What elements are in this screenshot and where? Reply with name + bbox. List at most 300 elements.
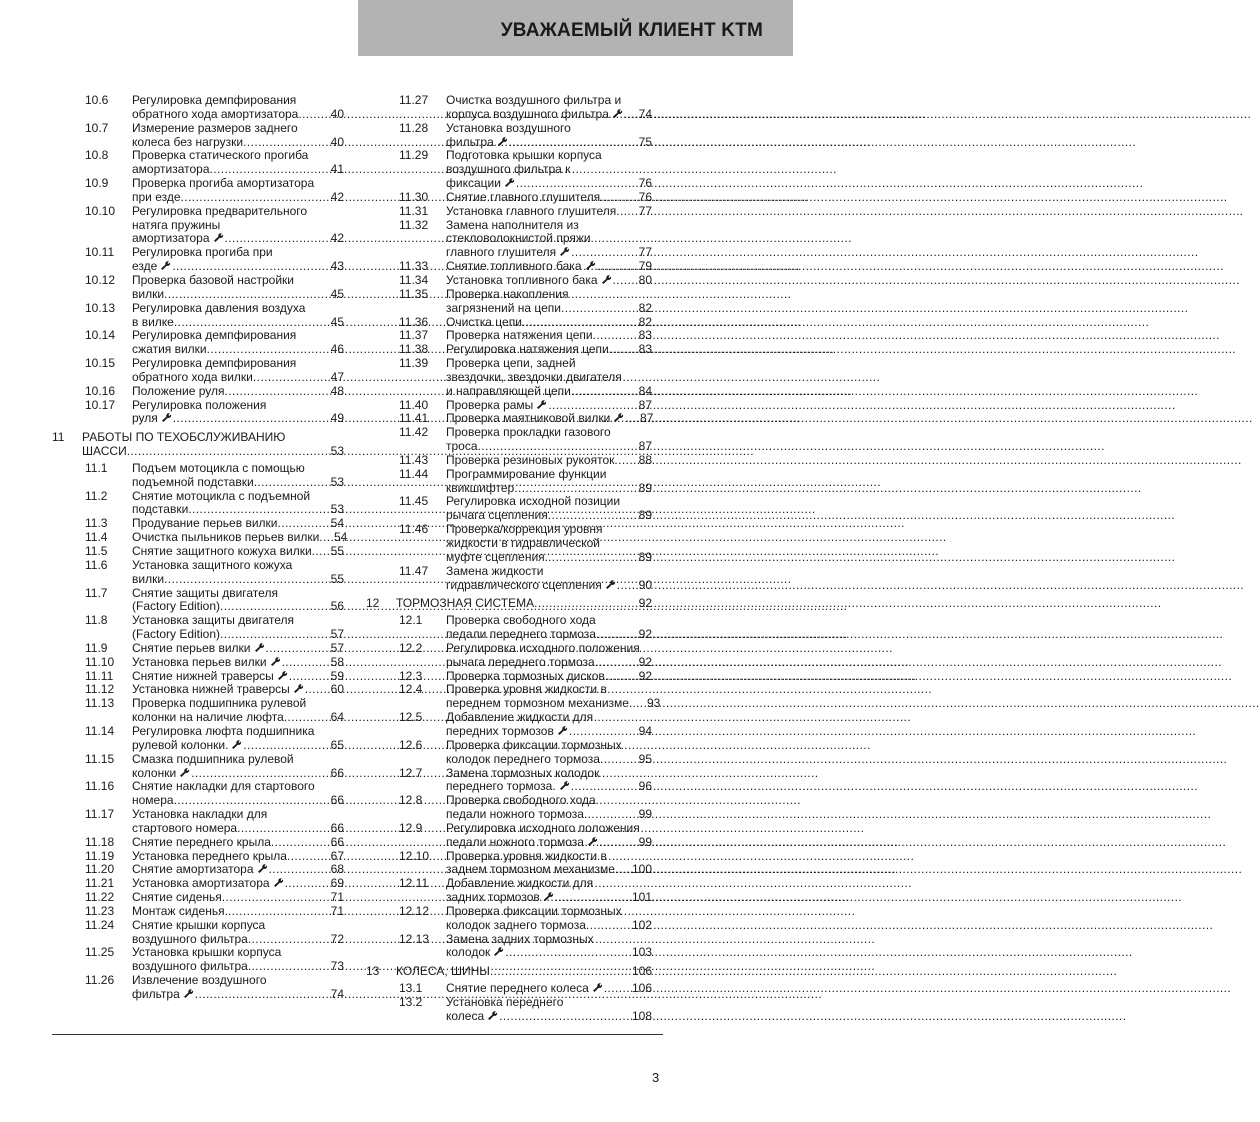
dot-leader [191, 767, 320, 781]
wrench-icon [609, 108, 624, 118]
toc-entry-title-line: задних тормозов [446, 890, 540, 905]
toc-page-number: 83 [638, 342, 652, 357]
dot-leader [172, 260, 320, 274]
toc-entry-number: 11.16 [85, 779, 115, 794]
toc-entry[interactable] [52, 974, 344, 1002]
toc-entry[interactable] [52, 905, 344, 919]
toc-entry[interactable] [366, 905, 652, 933]
toc-entry-title-line: Проверка базовой настройки [132, 272, 295, 287]
toc-entry-title-line: Регулировка прогиба при [132, 245, 273, 260]
wrench-icon [501, 177, 516, 187]
toc-entry-number: 11.6 [85, 557, 108, 572]
toc-entry-title-line: амортизатора [132, 162, 210, 177]
toc-page-number: 76 [638, 176, 652, 191]
wrench-icon [228, 739, 243, 749]
toc-entry[interactable] [52, 683, 344, 697]
toc-entry-number: 11.42 [399, 425, 429, 440]
toc-entry-number: 13 [366, 964, 380, 979]
toc-entry-title-line: амортизатора [132, 231, 210, 246]
wrench-icon [589, 982, 604, 992]
toc-page-number: 103 [631, 945, 652, 960]
dot-leader [305, 683, 320, 697]
toc-entry[interactable] [366, 767, 652, 795]
toc-page-number: 68 [330, 862, 344, 877]
toc-entry[interactable] [366, 399, 652, 413]
toc-entry[interactable] [52, 725, 344, 753]
toc-page-number: 42 [330, 189, 344, 204]
toc-entry[interactable] [366, 794, 652, 822]
page-number: 3 [652, 1070, 660, 1085]
wrench-icon [180, 988, 195, 998]
toc-entry[interactable] [366, 122, 652, 150]
toc-entry-number: 11.10 [85, 654, 115, 669]
toc-entry-number: 11.8 [85, 613, 108, 628]
toc-entry-number: 11.41 [399, 411, 429, 426]
toc-entry-title-line: Положение руля [132, 383, 225, 398]
toc-entry-title-line: Снятие защитного кожуха вилки [132, 544, 312, 558]
toc-entry-title-line: Проверка натяжения цепи [446, 328, 593, 343]
toc-entry-title-line: Снятие перьев вилки [132, 640, 251, 655]
toc-entry[interactable] [366, 94, 652, 122]
toc-entry-title-line: Регулировка демпфирования [132, 93, 297, 107]
toc-entry[interactable] [52, 919, 344, 947]
dot-leader [555, 891, 628, 905]
toc-page-number: 96 [638, 779, 652, 794]
toc-entry[interactable] [366, 850, 652, 878]
dot-leader [164, 573, 320, 587]
toc-entry-title-line: вилки [132, 571, 165, 586]
toc-entry[interactable] [52, 399, 344, 427]
dot-leader [271, 836, 320, 850]
toc-entry[interactable] [366, 468, 652, 496]
toc-entry[interactable] [52, 122, 344, 150]
toc-entry-title-line: фильтра [446, 134, 494, 149]
dot-leader [478, 440, 628, 454]
toc-page-number: 48 [330, 383, 344, 398]
toc-entry[interactable] [366, 495, 652, 523]
wrench-icon [494, 136, 509, 146]
toc-entry-title-line: Снятие амортизатора [132, 862, 254, 877]
toc-entry-number: 12 [366, 596, 380, 611]
toc-entry-title-line: Регулировка натяжения цепи [446, 342, 609, 357]
toc-page-number: 92 [638, 668, 652, 683]
toc-entry-number: 11.39 [399, 356, 429, 371]
dot-leader [210, 163, 320, 177]
toc-entry-title-line: Регулировка демпфирования [132, 356, 297, 371]
wrench-icon [556, 780, 571, 790]
toc-entry-number: 11.40 [399, 397, 429, 412]
toc-page-number: 93 [646, 696, 661, 711]
toc-entry-number: 12.11 [399, 876, 429, 891]
dot-leader [237, 822, 320, 836]
toc-entry[interactable] [52, 274, 344, 302]
toc-page-number: 82 [638, 314, 652, 329]
toc-entry[interactable] [366, 933, 652, 961]
toc-entry[interactable] [366, 316, 652, 330]
toc-entry-number: 11.20 [85, 862, 115, 877]
toc-entry[interactable] [366, 822, 652, 850]
toc-entry[interactable] [366, 357, 652, 399]
dot-leader [593, 329, 628, 343]
toc-entry-number: 12.2 [399, 640, 423, 655]
dot-leader [548, 399, 628, 413]
toc-entry[interactable] [366, 274, 652, 288]
toc-page-number: 64 [330, 710, 344, 725]
toc-entry-number: 11.13 [85, 696, 115, 711]
toc-entry[interactable] [52, 205, 344, 247]
toc-entry[interactable] [52, 836, 344, 850]
toc-entry[interactable] [52, 385, 344, 399]
toc-page-number: 69 [330, 876, 344, 891]
toc-entry-title-line: Регулировка давления воздуха [132, 300, 306, 315]
toc-entry-number: 12.7 [399, 765, 423, 780]
wrench-icon [157, 260, 172, 270]
toc-entry-title-line: обратного хода вилки [132, 369, 253, 384]
toc-entry-title-line: Установка амортизатора [132, 876, 270, 891]
dot-leader [516, 177, 628, 191]
dot-leader [569, 725, 628, 739]
dot-leader [220, 600, 320, 614]
toc-entry[interactable] [366, 205, 652, 219]
toc-page-number: 41 [330, 162, 344, 177]
toc-entry-title-line: Замена жидкости [446, 563, 544, 578]
toc-entry[interactable] [366, 412, 652, 426]
toc-entry-title-line: Проверка уровня жидкости в [446, 848, 607, 863]
toc-page-number: 55 [330, 544, 344, 558]
dot-leader [248, 960, 320, 974]
toc-entry[interactable] [366, 343, 652, 357]
toc-entry-number: 11.12 [85, 682, 115, 697]
toc-page-number: 56 [330, 599, 344, 614]
toc-entry-title-line: фиксации [446, 176, 501, 191]
toc-entry[interactable] [52, 94, 344, 122]
dot-leader [195, 988, 320, 1002]
toc-entry[interactable] [52, 462, 344, 490]
toc-entry-title-line: подставки [132, 502, 189, 517]
toc-entry-title-line: муфте сцепления. [446, 549, 548, 564]
dot-leader [222, 891, 320, 905]
toc-entry[interactable] [52, 656, 344, 670]
toc-entry-title-line: Проверка свободного хода [446, 613, 596, 628]
toc-entry[interactable] [52, 517, 344, 531]
toc-entry-title-line: Снятие нижней траверсы [132, 668, 274, 683]
toc-entry-title-line: ШАССИ [82, 444, 127, 459]
toc-entry[interactable] [52, 808, 344, 836]
dot-leader [181, 191, 320, 205]
wrench-icon [158, 412, 173, 422]
toc-entry-title-line: стекловолокнистой пряжи [446, 231, 591, 246]
toc-entry-number: 12.9 [399, 820, 423, 835]
wrench-icon [210, 232, 225, 242]
toc-entry[interactable] [366, 454, 652, 468]
toc-page-number: 74 [330, 987, 344, 1001]
toc-entry-title-line: Замена задних тормозных [446, 931, 594, 946]
toc-entry[interactable] [52, 302, 344, 330]
toc-entry[interactable] [52, 863, 344, 877]
toc-entry[interactable] [366, 982, 652, 996]
toc-entry-title-line: колодок [446, 945, 491, 960]
toc-entry[interactable] [366, 426, 652, 454]
dot-leader [207, 343, 320, 357]
toc-entry-title-line: заднем тормозном механизме [446, 862, 615, 877]
toc-entry-title-line: Проверка статического прогиба [132, 148, 309, 163]
dot-leader [509, 136, 628, 150]
toc-page-number: 65 [330, 737, 344, 752]
toc-entry[interactable] [366, 288, 652, 316]
dot-leader [597, 260, 629, 274]
toc-entry[interactable] [366, 191, 652, 205]
toc-entry[interactable] [52, 329, 344, 357]
wrench-icon [176, 767, 191, 777]
toc-entry[interactable] [52, 614, 344, 642]
dot-leader [173, 412, 320, 426]
toc-page-number: 45 [330, 314, 344, 329]
toc-left-column [52, 93, 348, 1002]
toc-page-number: 92 [638, 654, 652, 669]
toc-entry-title-line: Снятие сиденья [132, 890, 222, 905]
toc-entry-title-line: корпуса воздушного фильтра [446, 106, 609, 121]
toc-entry-number: 11.9 [85, 640, 108, 655]
toc-entry-title-line: педали ножного тормоза [446, 834, 584, 849]
dot-leader [269, 863, 321, 877]
toc-page-number: 49 [330, 411, 344, 426]
dot-leader [228, 905, 320, 919]
toc-entry[interactable] [366, 711, 652, 739]
dot-leader [220, 628, 320, 642]
dot-leader [127, 445, 320, 459]
toc-page-number: 99 [638, 834, 652, 849]
toc-entry-title-line: колеса [446, 1008, 485, 1023]
toc-entry-title-line: в вилке [132, 314, 174, 329]
toc-page-number: 90 [638, 577, 652, 592]
toc-entry-title-line: Подготовка крышки корпуса [446, 148, 602, 163]
toc-entry-title-line: фильтра [132, 987, 180, 1001]
toc-entry[interactable] [52, 490, 344, 518]
toc-entry-number: 10.8 [85, 148, 109, 163]
toc-entry-title-line: звездочки, звездочки двигателя [446, 369, 622, 384]
toc-entry[interactable] [52, 891, 344, 905]
toc-entry[interactable] [52, 946, 344, 974]
toc-entry-number: 11.4 [85, 530, 108, 545]
toc-page-number: 53 [330, 502, 344, 517]
toc-entry-title-line: Монтаж сиденья. [132, 903, 228, 918]
toc-entry-number: 12.6 [399, 737, 423, 752]
toc-entry[interactable] [366, 329, 652, 343]
toc-entry-number: 11.45 [399, 494, 429, 509]
toc-entry-title-line: Замена наполнителя из [446, 217, 579, 232]
wrench-icon [270, 877, 285, 887]
toc-entry[interactable] [366, 614, 652, 642]
dot-leader [616, 205, 628, 219]
dot-leader [615, 863, 628, 877]
toc-entry[interactable] [52, 545, 344, 559]
toc-entry-title-line: Очистка цепи [446, 314, 522, 329]
toc-entry[interactable] [52, 670, 344, 684]
toc-entry-title-line: рулевой колонки. [132, 737, 229, 752]
toc-page-number: 57 [330, 640, 344, 655]
toc-entry-title-line: Измерение размеров заднего [132, 120, 298, 135]
toc-entry-number: 11.1 [85, 460, 108, 475]
toc-entry[interactable] [52, 587, 344, 615]
toc-entry-number: 11.23 [85, 903, 115, 918]
toc-entry-title-line: колодок переднего тормоза [446, 751, 600, 766]
toc-entry-number: 11.27 [399, 93, 429, 107]
dot-leader [188, 503, 320, 517]
toc-entry-title-line: Проверка фиксации тормозных [446, 737, 622, 752]
toc-entry-title-line: Регулировка исходного положения [446, 640, 640, 655]
toc-entry[interactable] [52, 642, 344, 656]
toc-page-number: 89 [638, 480, 652, 495]
toc-chapter-entry[interactable] [366, 597, 652, 611]
toc-entry[interactable] [52, 753, 344, 781]
dot-leader [243, 136, 320, 150]
dot-leader [312, 545, 320, 559]
wrench-icon [290, 683, 305, 693]
toc-entry[interactable] [52, 877, 344, 891]
toc-entry-number: 11.7 [85, 585, 108, 600]
toc-entry-title-line: колеса без нагрузки [132, 134, 244, 149]
toc-entry-title-line: главного глушителя [446, 245, 557, 260]
toc-entry[interactable] [52, 697, 344, 725]
toc-entry[interactable] [366, 642, 652, 670]
toc-entry-number: 11.38 [399, 342, 429, 357]
dot-leader [164, 288, 320, 302]
toc-page-number: 84 [638, 383, 652, 398]
toc-entry-number: 10.13 [85, 300, 116, 315]
toc-entry-title-line: и направляющей цепи [446, 383, 571, 398]
toc-entry[interactable] [366, 149, 652, 191]
toc-entry-number: 11.37 [399, 328, 429, 343]
toc-entry-title-line: обратного хода амортизатора [132, 106, 299, 121]
toc-page-number: 47 [330, 369, 344, 384]
toc-entry-title-line: Очистка пыльников перьев вилки [132, 530, 320, 545]
toc-entry[interactable] [52, 780, 344, 808]
toc-entry[interactable] [52, 559, 344, 587]
toc-entry[interactable] [52, 246, 344, 274]
toc-entry[interactable] [366, 219, 652, 261]
toc-chapter-entry[interactable] [366, 965, 652, 979]
toc-page-number: 66 [330, 820, 344, 835]
dot-leader [595, 656, 628, 670]
toc-chapter-entry[interactable] [52, 431, 344, 459]
toc-entry-title-line: вилки [132, 286, 165, 301]
dot-leader [287, 850, 320, 864]
toc-entry-number: 11.24 [85, 917, 115, 932]
toc-page-number: 54 [333, 530, 348, 545]
toc-entry-number: 11 [52, 430, 65, 445]
toc-page-number: 74 [638, 106, 652, 121]
toc-entry-title-line: Регулировка исходной позиции [446, 494, 621, 509]
dot-leader [534, 597, 628, 611]
toc-entry[interactable] [52, 149, 344, 177]
toc-entry-number: 11.34 [399, 272, 429, 287]
wrench-icon [533, 399, 548, 409]
toc-entry[interactable] [366, 565, 652, 593]
toc-entry-title-line: Снятие переднего колеса [446, 981, 589, 996]
dot-leader [600, 753, 628, 767]
toc-entry[interactable] [52, 357, 344, 385]
dot-leader [548, 509, 628, 523]
wrench-icon [540, 891, 555, 901]
toc-entry-title-line: Проверка свободного хода [446, 793, 596, 808]
toc-entry[interactable] [366, 739, 652, 767]
toc-page-number: 55 [330, 571, 344, 586]
toc-entry[interactable] [366, 996, 652, 1024]
toc-entry[interactable] [366, 670, 652, 684]
toc-page-number: 87 [638, 397, 652, 412]
dot-leader [285, 877, 320, 891]
dot-leader [586, 919, 628, 933]
toc-entry[interactable] [366, 260, 652, 274]
toc-entry-title-line: гидравлического сцепления [446, 577, 602, 592]
toc-entry-title-line: Проверка прогиба амортизатора [132, 176, 315, 191]
toc-entry-title-line: педали переднего тормоза [446, 627, 596, 642]
dot-leader [571, 780, 628, 794]
toc-page-number: 77 [638, 245, 652, 260]
toc-entry-number: 12.12 [399, 903, 430, 918]
dot-leader [505, 946, 628, 960]
toc-entry[interactable] [52, 530, 348, 545]
toc-entry-title-line: Установка накладки для [132, 807, 268, 822]
dot-leader [266, 642, 320, 656]
toc-page-number: 53 [330, 444, 344, 459]
toc-entry-number: 11.43 [399, 452, 429, 467]
toc-page-number: 66 [330, 793, 344, 808]
toc-page-number: 57 [330, 627, 344, 642]
toc-entry-number: 11.44 [399, 466, 429, 481]
toc-entry-number: 11.19 [85, 848, 115, 863]
toc-entry[interactable] [52, 177, 344, 205]
toc-page-number: 66 [330, 834, 344, 849]
toc-entry-title-line: Установка защиты двигателя [132, 613, 294, 628]
toc-entry-title-line: натяга пружины [132, 217, 221, 232]
toc-entry-title-line: Снятие крышки корпуса [132, 917, 266, 932]
toc-entry-title-line: Добавление жидкости для [446, 710, 594, 725]
toc-entry[interactable] [52, 850, 344, 864]
dot-leader [174, 316, 320, 330]
toc-entry-title-line: колонки на наличие люфта [132, 710, 284, 725]
toc-page-number: 42 [330, 231, 344, 246]
toc-page-number: 102 [631, 917, 652, 932]
toc-entry-title-line: сжатия вилки [132, 342, 207, 357]
toc-page-number: 89 [638, 549, 652, 564]
toc-entry-title-line: руля [132, 411, 158, 426]
dot-leader [600, 191, 628, 205]
toc-entry-number: 12.10 [399, 848, 430, 863]
toc-entry-number: 11.17 [85, 807, 115, 822]
toc-entry-title-line: Снятие топливного бака [446, 259, 582, 274]
toc-entry-title-line: Установка крышки корпуса [132, 945, 282, 960]
wrench-icon [556, 246, 571, 256]
toc-entry-title-line: Смазка подшипника рулевой [132, 751, 294, 766]
toc-entry-title-line: Снятие защиты двигателя [132, 585, 278, 600]
toc-entry-number: 10.16 [85, 383, 116, 398]
toc-entry-title-line: Проверка рамы [446, 397, 534, 412]
toc-entry-title-line: Установка топливного бака [446, 272, 598, 287]
toc-entry[interactable] [366, 877, 652, 905]
toc-entry-title-line: Продувание перьев вилки [132, 516, 278, 531]
toc-entry-number: 11.30 [399, 189, 429, 204]
wrench-icon [610, 412, 625, 422]
toc-entry-title-line: Очистка воздушного фильтра и [446, 93, 622, 107]
toc-entry[interactable] [366, 523, 652, 565]
toc-entry[interactable] [366, 682, 661, 711]
toc-entry-title-line: переднем тормозном механизме. [446, 696, 633, 711]
toc-entry-title-line: загрязнений на цепи [446, 300, 562, 315]
toc-entry-title-line: Проверка уровня жидкости в [446, 682, 607, 697]
toc-page-number: 66 [330, 765, 344, 780]
toc-entry-number: 10.9 [85, 176, 109, 191]
